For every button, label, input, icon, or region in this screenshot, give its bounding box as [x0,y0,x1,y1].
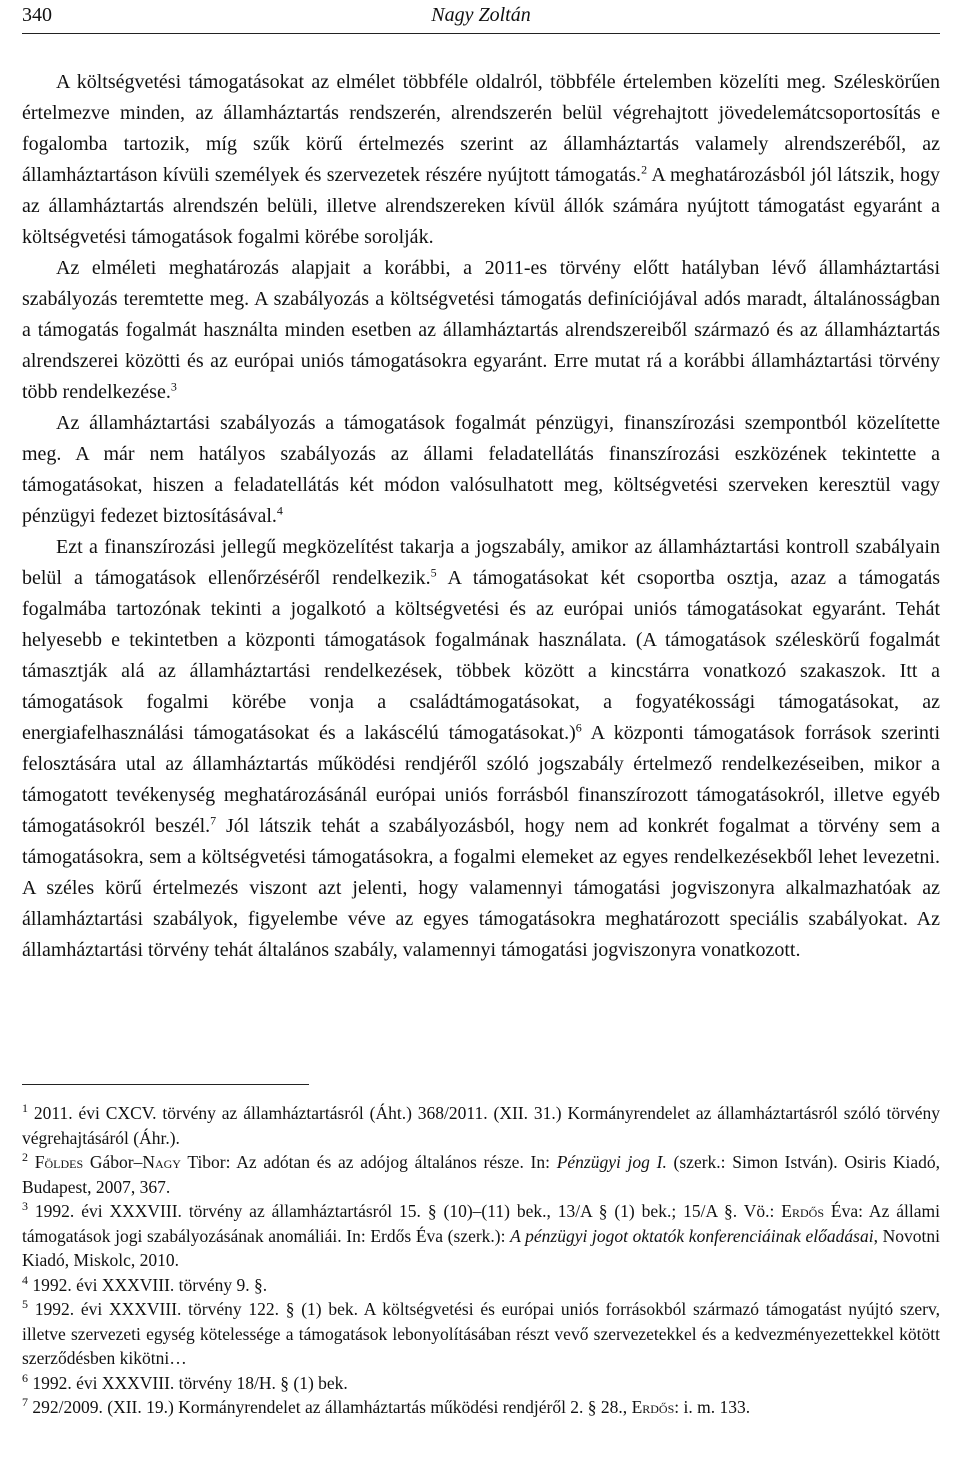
footnote-text: Éva: Az állami támogatások jogi szabályozásának anomáliái. In: Erdős Éva (szerk.): [22,1201,940,1246]
footnote-text: 1992. évi XXXVIII. törvény az államháztartásról 15. § (10)–(11) bek., 13/A § (1) bek.; 15/A §. Vö.: [28,1201,782,1221]
footnote-3 [22,1199,940,1273]
footnote-ref[interactable]: 4 [276,503,283,518]
footnote-ref[interactable]: 7 [210,813,217,828]
paragraph-text: Az államháztartási szabályozás a támogatások fogalmát pénzügyi, finanszírozási szempontból közelítette meg. A már nem hatályos szabályozás az állami feladatellátás finanszírozási eszközének tekintette a támogatásokat, hiszen a feladatellátás két módon valósulhatott meg, költségvetési szerveken keresztül vagy pénzügyi fedezet biztosításával. [22,412,940,527]
footnote-text: Tibor: Az adótan és az adójog általános része. In: [180,1152,557,1172]
footnote-ref[interactable]: 3 [170,379,177,394]
author-name: Erdős [781,1201,824,1221]
author-name: Nagy [142,1152,181,1172]
paragraph-3 [22,408,940,532]
body-text [22,67,940,966]
footnote-text: 2011. évi CXCV. törvény az államháztartásról (Áht.) 368/2011. (XII. 31.) Kormányrendelet az államháztartásról szóló törvény végrehajtásáról (Áhr.). [22,1103,940,1148]
page-header [22,0,940,34]
footnote-text: (szerk.: Simon István). Osiris Kiadó, Budapest, 2007, 367. [22,1152,941,1197]
footnote-text: 1992. évi XXXVIII. törvény 122. § (1) bek. A költségvetési és európai uniós forrásokból származó támogatást nyújtó szerv, illetve szervezeti egység kötelessége a támogatások lebonyolításában részt vevő szervezetekkel és a kedvezményezettekkel kötött szerződésben kikötni… [22,1299,940,1368]
footnote-6 [22,1371,940,1396]
author-name: Erdős [631,1397,675,1417]
footnote-number: 2 [22,1150,28,1165]
running-title: Nagy Zoltán [431,4,531,26]
footnote-ref[interactable]: 5 [430,565,437,580]
paragraph-text: Ezt a finanszírozási jellegű megközelítést takarja a jogszabály, amikor az államháztartási kontroll szabályain belül a támogatások ellenőrzéséről rendelkezik. [22,536,940,589]
page-number: 340 [22,4,52,26]
footnote-text: 292/2009. (XII. 19.) Kormányrendelet az államháztartás működési rendjéről 2. § 28., [28,1397,632,1417]
paragraph-4 [22,532,940,966]
footnote-text: 1992. évi XXXVIII. törvény 18/H. § (1) bek. [28,1372,348,1393]
book-title: A pénzügyi jogot oktatók konferenciáinak előadásai [510,1225,874,1246]
footnote-ref[interactable]: 6 [575,720,582,735]
footnote-7 [22,1395,940,1420]
author-name: Földes [34,1152,84,1172]
footnote-text: 1992. évi XXXVIII. törvény 9. §. [28,1274,268,1295]
paragraph-text: A támogatásokat két csoportba osztja, azaz a támogatás fogalmába tartozónak tekinti a jogalkotó a költségvetési és az európai uniós támogatásokat egyaránt. Tehát helyesebb e tekintetben a központi támogatások fogalmának használata. (A támogatások széleskörű fogalmát támasztják alá az államháztartási rendelkezések, többek között a kincstárra vonatkozó szakaszok. Itt a támogatások fogalmi körébe vonja a családtámogatásokat, a fogyatékossági támogatásokat, az energiafelhasználási támogatásokat és a lakáscélú támogatásokat.) [22,567,941,744]
footnote-number: 6 [22,1370,28,1385]
footnote-number: 5 [22,1297,28,1312]
footnote-separator [22,1084,309,1085]
footnote-2 [22,1150,940,1199]
footnote-1 [22,1101,940,1150]
footnote-number: 4 [22,1272,28,1287]
footnote-text: , Novotni Kiadó, Miskolc, 2010. [22,1225,940,1270]
footnote-number: 3 [22,1199,28,1214]
paragraph-text: A költségvetési támogatásokat az elmélet többféle oldalról, többféle értelemben közelíti meg. Széleskörűen értelmezve minden, az államháztartás rendszerén, alrendszerén belül végrehajtott jövedelemátcsoportosítás e fogalomba tartozik, míg szűk körű értelmezés szerint az államháztartás valamely alrendszeréből, az államháztartáson kívüli személyek és szervezetek részére nyújtott támogatás. [22,71,940,186]
footnote-number: 7 [22,1395,28,1410]
paragraph-text: A központi támogatások források szerinti felosztására utal az államháztartás működési rendjéről szóló jogszabály értelmező rendelkezéseiben, mikor a támogatott tevékenység meghatározásánál európai uniós forrásból finanszírozott támogatásokról, illetve egyéb támogatásokról beszél. [22,722,940,837]
footnote-text: : i. m. 133. [674,1397,751,1417]
paragraph-1 [22,67,940,253]
book-title: Pénzügyi jog I. [556,1152,667,1172]
footnote-5 [22,1297,940,1371]
footnote-ref[interactable]: 2 [641,162,648,177]
paragraph-2 [22,253,940,408]
footnote-number: 1 [22,1101,28,1116]
paragraph-text: Jól látszik tehát a szabályozásból, hogy nem ad konkrét fogalmat a törvény sem a támogatásokra, sem a költségvetési támogatásokra, a fogalmi elemeket az egyes rendelkezésekből lehet levezetni. A széles körű értelmezés viszont azt jelenti, hogy valamennyi támogatási jogviszonyra alkalmazhatóak az államháztartási szabályok, figyelembe véve az egyes támogatásokra meghatározott speciális szabályokat. Az államháztartási törvény tehát általános szabály, valamennyi támogatási jogviszonyra vonatkozott. [22,815,940,961]
footnotes [22,1101,940,1420]
paragraph-text: Az elméleti meghatározás alapjait a korábbi, a 2011-es törvény előtt hatályban lévő államháztartási szabályozás teremtette meg. A szabályozás a költségvetési támogatás definíciójával adós maradt, általánosságban a támogatás fogalmát használta minden esetben az államháztartás alrendszereiből származó és az államháztartás alrendszerei közötti és az európai uniós támogatásokra egyaránt. Erre mutat rá a korábbi államháztartási törvény több rendelkezése. [22,257,940,403]
footnote-4 [22,1273,940,1298]
footnote-text: Gábor– [83,1152,143,1172]
paragraph-text: A meghatározásból jól látszik, hogy az államháztartás alrendszén belüli, illetve alrendszereken kívül állók számára nyújtott támogatást egyaránt a költségvetési támogatások fogalmi körébe sorolják. [22,164,941,248]
